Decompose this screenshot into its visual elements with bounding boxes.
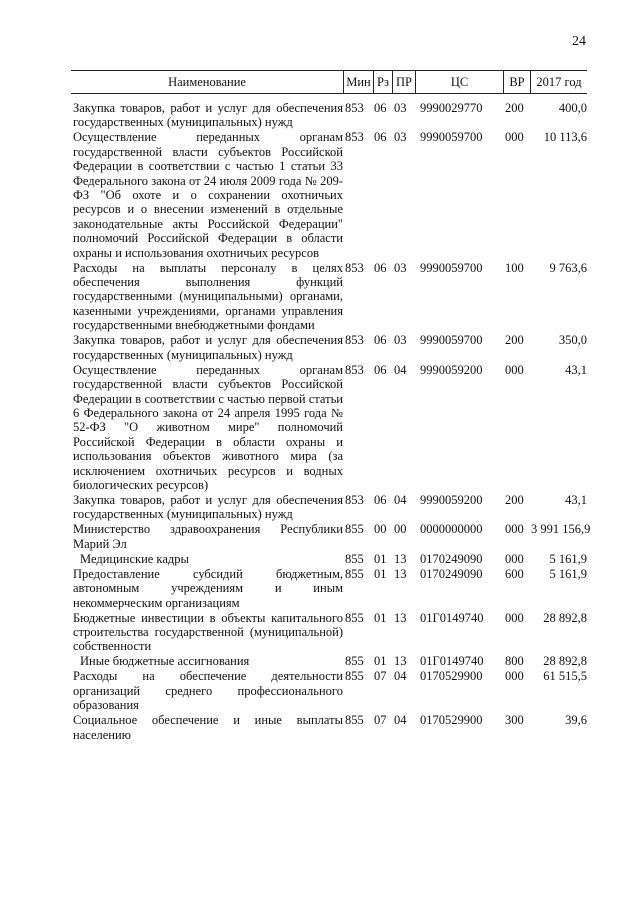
table-row [71, 101, 587, 130]
budget-table [71, 70, 591, 743]
row-year: 5 161,9 [549, 566, 587, 581]
header-cs: ЦС [450, 75, 469, 89]
table-row [71, 669, 587, 712]
table-row [71, 611, 587, 654]
row-vr: 000 [505, 362, 524, 377]
row-name: Расходы на обеспечение деятельности организаций среднего профессионального образования [73, 669, 343, 713]
row-pr: 13 [394, 610, 407, 625]
row-name: Закупка товаров, работ и услуг для обеспечения государственных (муниципальных) нужд [73, 492, 343, 522]
row-vr: 200 [505, 101, 524, 115]
row-year: 28 892,8 [543, 654, 587, 669]
table-row [71, 261, 587, 333]
row-min: 853 [345, 362, 364, 377]
table-row [71, 654, 587, 668]
row-vr: 000 [505, 669, 524, 684]
row-min: 853 [345, 130, 364, 145]
row-year: 43,1 [565, 362, 587, 377]
row-rz: 06 [374, 333, 387, 348]
row-rz: 07 [374, 669, 387, 684]
row-cs: 9990059700 [420, 333, 483, 348]
table-row [71, 552, 587, 566]
table-row [71, 493, 587, 522]
row-pr: 00 [394, 522, 407, 537]
row-name: Бюджетные инвестиции в объекты капитального строительства государственной (муниципальной) собственности [73, 610, 343, 654]
row-name: Осуществление переданных органам государственной власти субъектов Российской Федерации в соответствии с частью 1 статьи 33 Федерального закона от 24 июля 2009 года № 209-ФЗ "Об охоте и о сохранении охотничьих ресурсов и о внесении изменений в отдельные законодательные акты Российской Федерации" полномочий Российской Федерации в области охраны и использования охотничьих ресурсов [73, 130, 343, 260]
row-year: 3 991 156,9 [531, 522, 591, 537]
row-vr: 000 [505, 522, 524, 537]
row-cs: 9990059200 [420, 362, 483, 377]
row-min: 855 [345, 669, 364, 684]
row-vr: 200 [505, 333, 524, 348]
row-min: 853 [345, 260, 364, 275]
row-min: 855 [345, 654, 364, 669]
row-vr: 600 [505, 566, 524, 581]
row-rz: 06 [374, 130, 387, 145]
row-cs: 01Г0149740 [420, 610, 484, 625]
row-name: Министерство здравоохранения Республики Марий Эл [73, 522, 343, 551]
row-name: Социальное обеспечение и иные выплаты населению [73, 713, 343, 742]
row-cs: 0170249090 [420, 551, 483, 566]
row-pr: 03 [394, 333, 407, 348]
row-name: Расходы на выплаты персоналу в целях обеспечения выполнения функций государственными (муниципальными) органами, казенными учреждениями, органами управления государственными внебюджетными фондами [73, 260, 343, 333]
row-rz: 01 [374, 610, 387, 625]
row-rz: 06 [374, 101, 387, 115]
row-vr: 000 [505, 610, 524, 625]
row-pr: 04 [394, 713, 407, 728]
header-min: Мин [346, 75, 371, 89]
row-cs: 9990059700 [420, 260, 483, 275]
row-pr: 03 [394, 101, 407, 115]
row-name: Осуществление переданных органам государственной власти субъектов Российской Федерации в соответствии с частью первой статьи 6 Федерального закона от 24 апреля 1995 года № 52-ФЗ "О животном мире" полномочий Российской Федерации в области охраны и использования объектов животного мира (за исключением охотничьих ресурсов и водных биологических ресурсов) [73, 362, 343, 492]
row-rz: 00 [374, 522, 387, 537]
row-year: 28 892,8 [543, 610, 587, 625]
row-rz: 06 [374, 260, 387, 275]
row-cs: 9990029770 [420, 101, 483, 115]
table-header [71, 70, 587, 94]
row-year: 350,0 [558, 333, 587, 348]
row-name: Предоставление субсидий бюджетным, автономным учреждениям и иным некоммерческим организациям [73, 566, 343, 610]
row-cs: 0170249090 [420, 566, 483, 581]
row-rz: 06 [374, 362, 387, 377]
row-min: 853 [345, 333, 364, 348]
header-name: Наименование [168, 75, 246, 89]
row-year: 61 515,5 [543, 669, 587, 684]
row-cs: 9990059700 [420, 130, 483, 145]
table-row [71, 333, 587, 362]
row-pr: 04 [394, 492, 407, 507]
table-body [71, 101, 591, 742]
row-cs: 01Г0149740 [420, 654, 484, 669]
table-row [71, 363, 587, 493]
row-min: 855 [345, 713, 364, 728]
header-rz: Рз [377, 75, 389, 89]
row-vr: 000 [505, 551, 524, 566]
page-number: 24 [572, 34, 586, 49]
header-vr: ВР [509, 75, 525, 89]
row-name: Иные бюджетные ассигнования [80, 654, 250, 669]
row-year: 10 113,6 [543, 130, 587, 145]
row-pr: 13 [394, 551, 407, 566]
row-pr: 13 [394, 566, 407, 581]
row-pr: 04 [394, 669, 407, 684]
row-cs: 0170529900 [420, 669, 483, 684]
row-min: 855 [345, 610, 364, 625]
row-year: 43,1 [565, 492, 587, 507]
row-vr: 800 [505, 654, 524, 669]
row-rz: 06 [374, 492, 387, 507]
table-row [71, 522, 591, 551]
row-min: 853 [345, 492, 364, 507]
row-rz: 01 [374, 566, 387, 581]
row-name: Закупка товаров, работ и услуг для обеспечения государственных (муниципальных) нужд [73, 333, 343, 362]
row-pr: 03 [394, 260, 407, 275]
row-pr: 03 [394, 130, 407, 145]
row-rz: 01 [374, 551, 387, 566]
row-cs: 9990059200 [420, 492, 483, 507]
row-vr: 300 [505, 713, 524, 728]
row-year: 5 161,9 [549, 551, 587, 566]
row-name: Закупка товаров, работ и услуг для обеспечения государственных (муниципальных) нужд [73, 101, 343, 130]
row-vr: 200 [505, 492, 524, 507]
row-year: 39,6 [565, 713, 587, 728]
row-cs: 0000000000 [420, 522, 483, 537]
row-cs: 0170529900 [420, 713, 483, 728]
row-name: Медицинские кадры [80, 551, 189, 566]
header-pr: ПР [396, 75, 412, 89]
table-row [71, 130, 587, 260]
row-min: 853 [345, 101, 364, 115]
row-year: 400,0 [558, 101, 587, 115]
table-row [71, 567, 587, 610]
row-rz: 07 [374, 713, 387, 728]
row-rz: 01 [374, 654, 387, 669]
row-year: 9 763,6 [549, 260, 587, 275]
row-min: 855 [345, 522, 364, 537]
row-pr: 04 [394, 362, 407, 377]
row-min: 855 [345, 551, 364, 566]
row-pr: 13 [394, 654, 407, 669]
row-min: 855 [345, 566, 364, 581]
header-year: 2017 год [536, 75, 582, 89]
row-vr: 100 [505, 260, 524, 275]
table-row [71, 713, 587, 742]
row-vr: 000 [505, 130, 524, 145]
